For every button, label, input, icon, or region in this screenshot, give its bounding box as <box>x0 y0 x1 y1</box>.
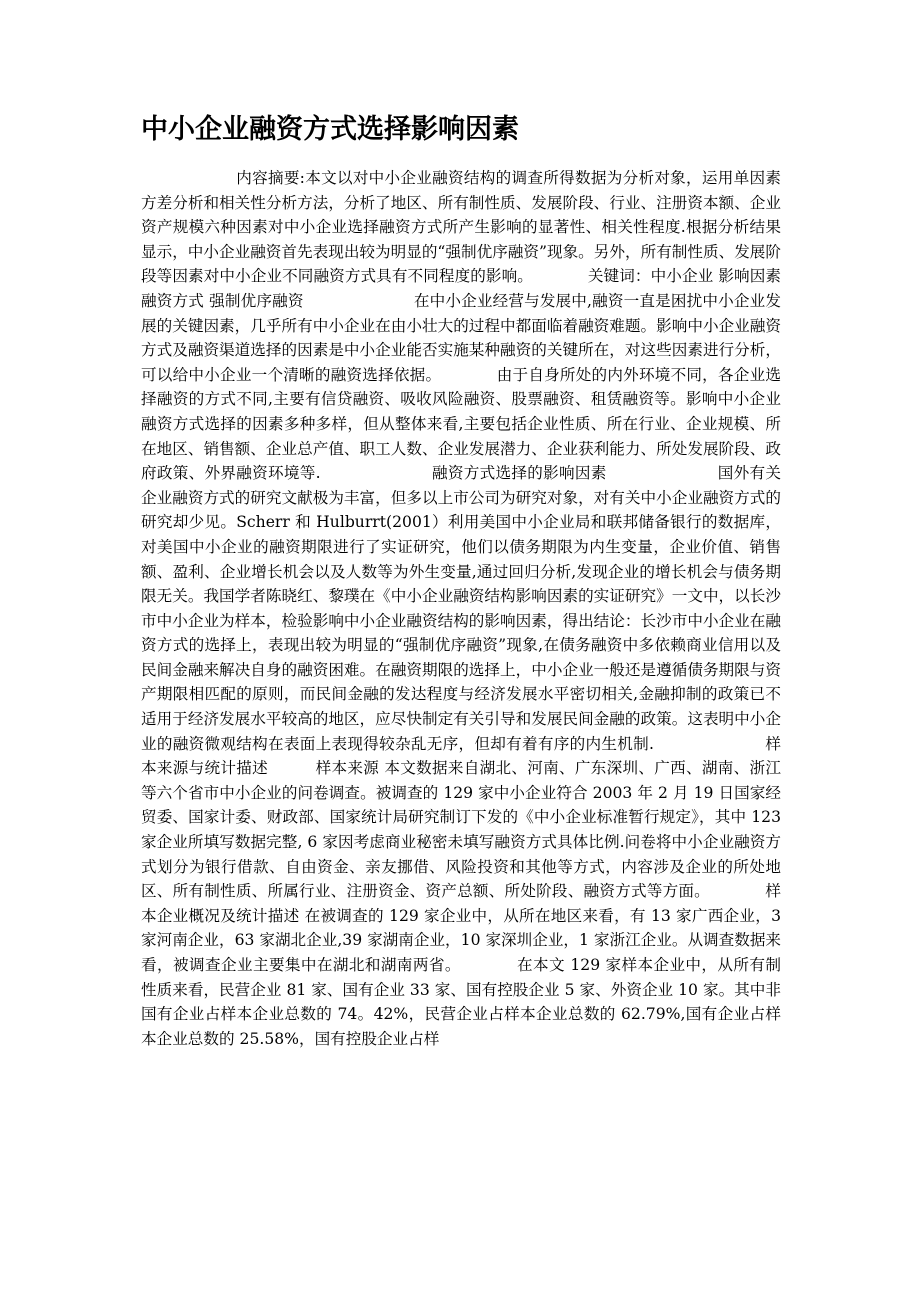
document-title: 中小企业融资方式选择影响因素 <box>141 114 519 145</box>
document-body: 内容摘要:本文以对中小企业融资结构的调查所得数据为分析对象，运用单因素方差分析和相关性分析方法，分析了地区、所有制性质、发展阶段、行业、注册资本额、企业资产规模六种因素对中小企业选择融资方式所产生影响的显著性、相关性程度.根据分析结果显示，中小企业融资首先表现出较为明显的“强制优序融资”现象。另外，所有制性质、发展阶段等因素对中小企业不同融资方式具有不同程度的影响。 关键词：中小企业 影响因素 融资方式 强制优序融资 在中小企业经营与发展中,融资一直是困扰中小企业发展的关键因素，几乎所有中小企业在由小壮大的过程中都面临着融资难题。影响中小企业融资方式及融资渠道选择的因素是中小企业能否实施某种融资的关键所在，对这些因素进行分析，可以给中小企业一个清晰的融资选择依据。 由于自身所处的内外环境不同，各企业选择融资的方式不同,主要有信贷融资、吸收风险融资、股票融资、租赁融资等。影响中小企业融资方式选择的因素多种多样，但从整体来看,主要包括企业性质、所在行业、企业规模、所在地区、销售额、企业总产值、职工人数、企业发展潜力、企业获利能力、所处发展阶段、政府政策、外界融资环境等. 融资方式选择的影响因素 国外有关企业融资方式的研究文献极为丰富，但多以上市公司为研究对象，对有关中小企业融资方式的研究却少见。Scherr 和 Hulburrt(2001）利用美国中小企业局和联邦储备银行的数据库，对美国中小企业的融资期限进行了实证研究，他们以债务期限为内生变量，企业价值、销售额、盈利、企业增长机会以及人数等为外生变量,通过回归分析,发现企业的增长机会与债务期限无关。我国学者陈晓红、黎璞在《中小企业融资结构影响因素的实证研究》一文中，以长沙市中小企业为样本，检验影响中小企业融资结构的影响因素，得出结论：长沙市中小企业在融资方式的选择上，表现出较为明显的“强制优序融资”现象,在债务融资中多依赖商业信用以及民间金融来解决自身的融资困难。在融资期限的选择上，中小企业一般还是遵循债务期限与资产期限相匹配的原则，而民间金融的发达程度与经济发展水平密切相关,金融抑制的政策已不适用于经济发展水平较高的地区，应尽快制定有关引导和发展民间金融的政策。这表明中小企业的融资微观结构在表面上表现得较杂乱无序，但却有着有序的内生机制. 样本来源与统计描述 样本来源 本文数据来自湖北、河南、广东深圳、广西、湖南、浙江等六个省市中小企业的问卷调查。被调查的 129 家中小企业符合 2003 年 2 月 19 日国家经贸委、国家计委、财政部、国家统计局研究制订下发的《中小企业标准暂行规定》，其中 123 家企业所填写数据完整, 6 家因考虑商业秘密未填写融资方式具体比例.问卷将中小企业融资方式划分为银行借款、自由资金、亲友挪借、风险投资和其他等方式，内容涉及企业的所处地区、所有制性质、所属行业、注册资金、资产总额、所处阶段、融资方式等方面。 样本企业概况及统计描述 在被调查的 129 家企业中，从所在地区来看，有 13 家广西企业，3 家河南企业，63 家湖北企业,39 家湖南企业，10 家深圳企业，1 家浙江企业。从调查数据来看，被调查企业主要集中在湖北和湖南两省。 在本文 129 家样本企业中，从所有制性质来看，民营企业 81 家、国有企业 33 家、国有控股企业 5 家、外资企业 10 家。其中非国有企业占样本企业总数的 74。42%，民营企业占样本企业总数的 62.79%,国有企业占样本企业总数的 25.58%，国有控股企业占样 <box>141 169 786 1048</box>
